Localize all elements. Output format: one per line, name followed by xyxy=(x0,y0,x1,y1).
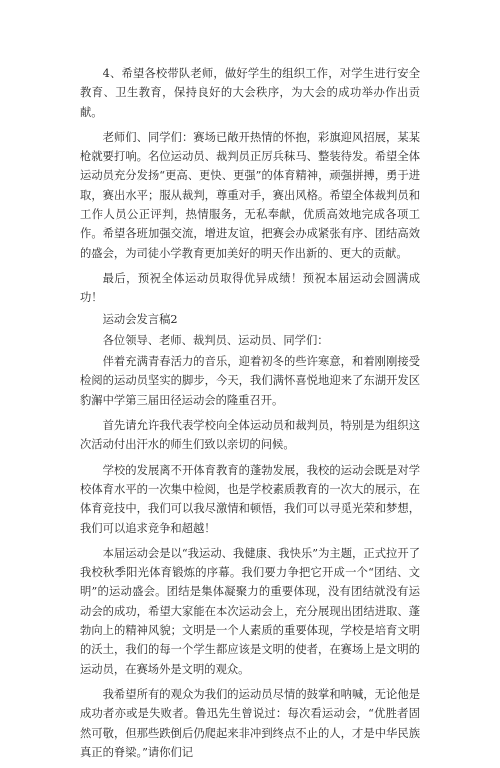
salutation: 各位领导、老师、裁判员、运动员、同学们： xyxy=(102,333,329,347)
paragraph-theme: 本届运动会是以“我运动、我健康、我快乐”为主题，正式拉开了我校秋季阳光体育锻炼的序幕。我们要力争把它开成一个“团结、文明”的运动盛会。团结是集体凝聚力的重要体现，没有团结就没有运动会的成功，希望大家能在本次运动会上，充分展现出团结进取、蓬勃向上的精神风貌；文明是一个人素质的重要体现，学校是培育文明的沃土，我们的每一个学生都应该是文明的使者，在赛场上是文明的运动员，在赛场外是文明的观众。 xyxy=(80,546,420,676)
paragraph-opening-address: 老师们、同学们：赛场已敞开热情的怀抱，彩旗迎风招展，某某枪就要打响。名位运动员、裁判员正厉兵秣马、整装待发。希望全体运动员充分发扬“更高、更快、更强”的体育精神，顽强拼搏，勇于进取，赛出水平；服从裁判，尊重对手，赛出风格。希望全体裁判员和工作人员公正评判，热情服务，无私奉献，优质高效地完成各项工作。希望各班加强交流，增进友谊，把赛会办成紧张有序、团结高效的盛会，为司徒小学教育更加美好的明天作出新的、更大的贡献。 xyxy=(80,130,420,260)
paragraph-safety-instructions: 4、希望各校带队老师，做好学生的组织工作，对学生进行安全教育、卫生教育，保持良好的大会秩序，为大会的成功举办作出贡献。 xyxy=(80,67,420,119)
section-title: 运动会发言稿2 xyxy=(102,312,178,326)
paragraph-introduction: 伴着充满青春活力的音乐，迎着初冬的些许寒意，和着刚刚接受检阅的运动员坚实的脚步，今天，我们满怀喜悦地迎来了东湖开发区豹澥中学第三届田径运动会的隆重召开。 xyxy=(80,355,420,407)
paragraph-closing-wishes: 最后，预祝全体运动员取得优异成绩！预祝本届运动会圆满成功！ xyxy=(80,271,420,305)
paragraph-audience: 我希望所有的观众为我们的运动员尽情的鼓掌和呐喊，无论他是成功者亦或是失败者。鲁迅先生曾说过：每次看运动会，“优胜者固然可敬，但那些跌倒后仍爬起来非冲到终点不止的人，才是中华民族真正的脊梁。”请你们记 xyxy=(80,687,420,759)
paragraph-school-development: 学校的发展离不开体育教育的蓬勃发展，我校的运动会既是对学校体育水平的一次集中检阅，也是学校素质教育的一次大的展示，在体育竞技中，我们可以我尽激情和顿悟，我们可以寻觅光荣和梦想，我们可以追求竞争和超越！ xyxy=(80,463,420,535)
paragraph-greetings: 首先请允许我代表学校向全体运动员和裁判员，特别是为组织这次活动付出汗水的师生们致以亲切的问候。 xyxy=(80,419,420,452)
document-body xyxy=(80,64,420,768)
